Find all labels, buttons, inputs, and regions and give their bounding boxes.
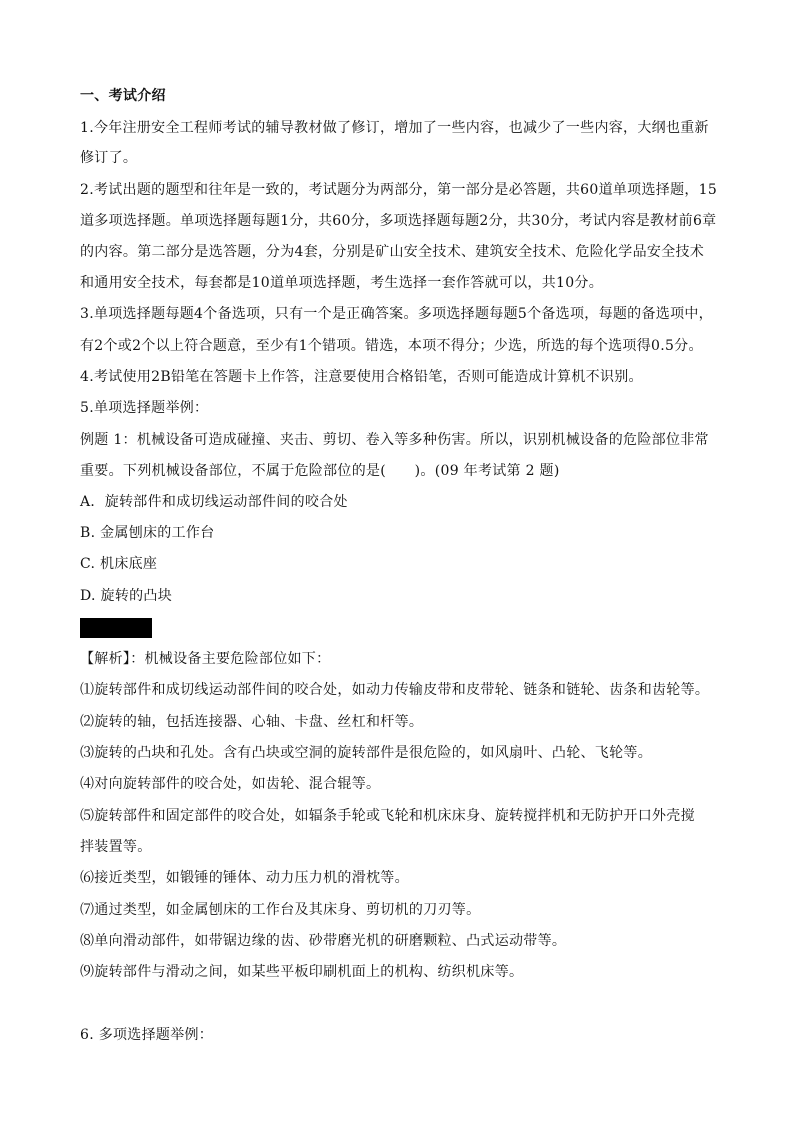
analysis-item: ⑷对向旋转部件的咬合处，如齿轮、混合辊等。	[80, 776, 381, 792]
analysis-item: ⑵旋转的轴，包括连接器、心轴、卡盘、丝杠和杆等。	[80, 714, 424, 730]
analysis-item: ⑹接近类型，如锻锤的锤体、动力压力机的滑枕等。	[80, 870, 409, 886]
analysis-item: ⑸旋转部件和固定部件的咬合处，如辐条手轮或飞轮和机床床身、旋转搅拌机和无防护开口外壳搅	[80, 808, 695, 824]
paragraph-line: 1.今年注册安全工程师考试的辅导教材做了修订，增加了一些内容，也减少了一些内容，大纲也重新	[80, 120, 709, 136]
analysis-item: 拌装置等。	[80, 839, 152, 855]
paragraph-line: 修订了。	[80, 150, 138, 166]
paragraph-line: 3.单项选择题每题4个备选项，只有一个是正确答案。多项选择题每题5个备选项，每题的备选项中，	[80, 306, 713, 322]
option-c: C. 机床底座	[80, 556, 158, 572]
analysis-item: ⑼旋转部件与滑动之间，如某些平板印刷机面上的机构、纺织机床等。	[80, 964, 524, 980]
paragraph-line: 2.考试出题的题型和往年是一致的，考试题分为两部分，第一部分是必答题，共60道单项选择题，15	[80, 182, 718, 198]
analysis-item: ⑺通过类型，如金属刨床的工作台及其床身、剪切机的刀刃等。	[80, 902, 481, 918]
paragraph-line: 6. 多项选择题举例：	[80, 1027, 214, 1043]
example-question-line: 重要。下列机械设备部位，不属于危险部位的是( )。(09 年考试第 2 题)	[80, 463, 560, 479]
paragraph-line: 的内容。第二部分是选答题，分为4套，分别是矿山安全技术、建筑安全技术、危险化学品安全技术	[80, 244, 705, 260]
example-question-line: 例题 1：机械设备可造成碰撞、夹击、剪切、卷入等多种伤害。所以，识别机械设备的危险部位非常	[80, 432, 709, 448]
paragraph-line: 和通用安全技术，每套都是10道单项选择题，考生选择一套作答就可以，共10分。	[80, 275, 604, 291]
paragraph-line: 道多项选择题。单项选择题每题1分，共60分，多项选择题每题2分，共30分，考试内容是教材前6章	[80, 213, 717, 229]
section-title: 一、考试介绍	[80, 88, 166, 104]
analysis-item: ⑻单向滑动部件，如带锯边缘的齿、砂带磨光机的研磨颗粒、凸式运动带等。	[80, 933, 567, 949]
analysis-item: ⑶旋转的凸块和孔处。含有凸块或空洞的旋转部件是很危险的，如风扇叶、凸轮、飞轮等。	[80, 745, 652, 761]
redacted-answer-block	[80, 618, 152, 638]
option-d: D. 旋转的凸块	[80, 588, 173, 604]
option-b: B. 金属刨床的工作台	[80, 525, 215, 541]
analysis-item: ⑴旋转部件和成切线运动部件间的咬合处，如动力传输皮带和皮带轮、链条和链轮、齿条和齿轮等。	[80, 682, 710, 698]
paragraph-line: 4.考试使用2B铅笔在答题卡上作答，注意要使用合格铅笔，否则可能造成计算机不识别。	[80, 369, 643, 385]
paragraph-line: 5.单项选择题举例：	[80, 400, 209, 416]
option-a: A．旋转部件和成切线运动部件间的咬合处	[80, 494, 348, 510]
paragraph-line: 有2个或2个以上符合题意，至少有1个错项。错选，本项不得分；少选，所选的每个选项得0.5分。	[80, 338, 703, 354]
analysis-title: 【解析】：机械设备主要危险部位如下：	[80, 651, 331, 667]
